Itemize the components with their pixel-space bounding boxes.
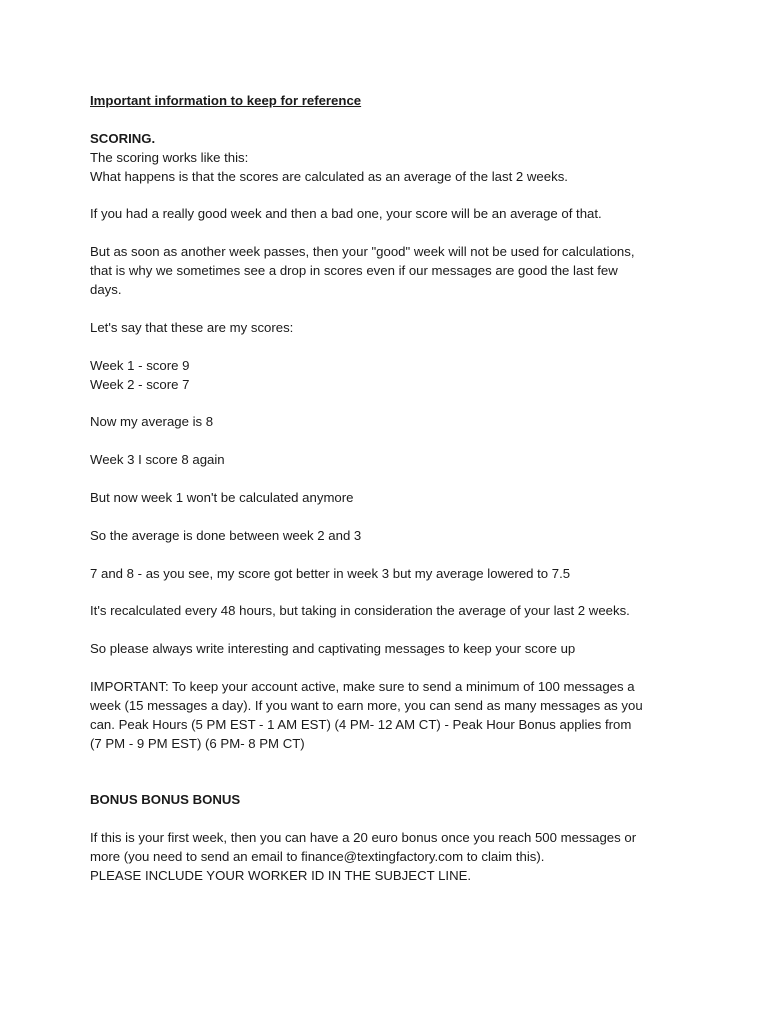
spacer xyxy=(90,432,690,451)
paragraph-please: So please always write interesting and captivating messages to keep your score up xyxy=(90,641,576,657)
spacer xyxy=(90,754,690,792)
document-page xyxy=(90,92,690,886)
paragraph-important-line: can. Peak Hours (5 PM EST - 1 AM EST) (4 PM- 12 AM CT) - Peak Hour Bonus applies from xyxy=(90,716,632,732)
paragraph-drop-line: that is why we sometimes see a drop in scores even if our messages are good the last few xyxy=(90,263,618,279)
paragraph-not-calculated: But now week 1 won't be calculated anymore xyxy=(90,489,354,505)
spacer xyxy=(90,338,690,357)
week-score-line: Week 1 - score 9 xyxy=(90,357,190,373)
spacer xyxy=(90,187,690,206)
scoring-intro-line: The scoring works like this: xyxy=(90,149,249,165)
spacer xyxy=(90,621,690,640)
paragraph-average: Now my average is 8 xyxy=(90,414,214,430)
week-score-line: Week 2 - score 7 xyxy=(90,376,190,392)
spacer xyxy=(90,394,690,413)
spacer xyxy=(90,659,690,678)
paragraph-drop-line: days. xyxy=(90,282,122,298)
paragraph-important-line: (7 PM - 9 PM EST) (6 PM- 8 PM CT) xyxy=(90,735,305,751)
spacer xyxy=(90,111,690,130)
paragraph-bonus-line: PLEASE INCLUDE YOUR WORKER ID IN THE SUBJECT LINE. xyxy=(90,867,472,883)
scoring-intro-line: What happens is that the scores are calculated as an average of the last 2 weeks. xyxy=(90,168,568,184)
paragraph-bonus-line: more (you need to send an email to finance@textingfactory.com to claim this). xyxy=(90,849,545,865)
spacer xyxy=(90,546,690,565)
scoring-heading: SCORING. xyxy=(90,130,156,146)
spacer xyxy=(90,300,690,319)
spacer xyxy=(90,583,690,602)
paragraph-bonus-line: If this is your first week, then you can have a 20 euro bonus once you reach 500 messages or xyxy=(90,830,637,846)
paragraph-done-between: So the average is done between week 2 and 3 xyxy=(90,527,362,543)
spacer xyxy=(90,508,690,527)
paragraph-example-intro: Let's say that these are my scores: xyxy=(90,319,294,335)
paragraph-important-line: week (15 messages a day). If you want to earn more, you can send as many messages as you xyxy=(90,697,643,713)
paragraph-week3: Week 3 I score 8 again xyxy=(90,452,225,468)
document-title: Important information to keep for reference xyxy=(90,93,362,108)
paragraph-good-bad: If you had a really good week and then a bad one, your score will be an average of that. xyxy=(90,206,602,222)
bonus-heading: BONUS BONUS BONUS xyxy=(90,792,241,808)
paragraph-drop-line: But as soon as another week passes, then your "good" week will not be used for calculations, xyxy=(90,244,635,260)
paragraph-recalculated: It's recalculated every 48 hours, but taking in consideration the average of your last 2 weeks. xyxy=(90,603,630,619)
spacer xyxy=(90,224,690,243)
spacer xyxy=(90,470,690,489)
spacer xyxy=(90,810,690,829)
paragraph-result: 7 and 8 - as you see, my score got better in week 3 but my average lowered to 7.5 xyxy=(90,565,571,581)
paragraph-important-line: IMPORTANT: To keep your account active, make sure to send a minimum of 100 messages a xyxy=(90,678,635,694)
